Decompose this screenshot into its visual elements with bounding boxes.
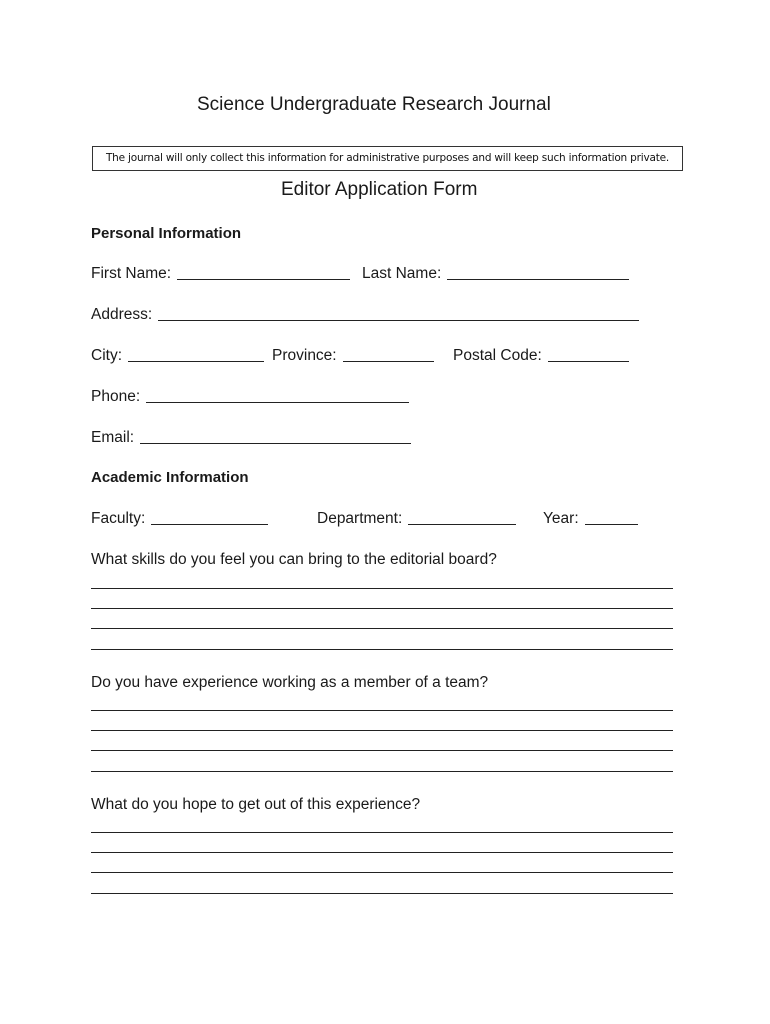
email-blank[interactable] — [140, 442, 411, 444]
postal-code-blank[interactable] — [548, 360, 629, 362]
faculty-field[interactable] — [91, 510, 268, 528]
answer-line[interactable] — [91, 608, 673, 609]
department-field[interactable] — [317, 510, 516, 528]
year-field[interactable] — [543, 510, 638, 528]
answer-line[interactable] — [91, 872, 673, 873]
answer-line[interactable] — [91, 832, 673, 833]
address-blank[interactable] — [158, 319, 639, 321]
question-hopes: What do you hope to get out of this experience? — [91, 796, 421, 813]
first-name-field[interactable] — [91, 265, 350, 283]
question-skills: What skills do you feel you can bring to the editorial board? — [91, 551, 497, 568]
city-field[interactable] — [91, 347, 264, 365]
question-teamwork: Do you have experience working as a member of a team? — [91, 674, 489, 691]
postal-code-field[interactable] — [453, 347, 629, 365]
year-blank[interactable] — [585, 523, 638, 525]
first-name-label: First Name: — [91, 265, 172, 282]
phone-label: Phone: — [91, 388, 141, 405]
province-label: Province: — [272, 347, 337, 364]
email-label: Email: — [91, 429, 135, 446]
answer-line[interactable] — [91, 730, 673, 731]
answer-line[interactable] — [91, 588, 673, 589]
faculty-label: Faculty: — [91, 510, 146, 527]
last-name-label: Last Name: — [362, 265, 442, 282]
faculty-blank[interactable] — [151, 523, 268, 525]
department-blank[interactable] — [408, 523, 516, 525]
privacy-notice-text: The journal will only collect this information for administrative purposes and will keep such information private. — [105, 152, 670, 164]
answer-line[interactable] — [91, 649, 673, 650]
answer-line[interactable] — [91, 710, 673, 711]
postal-code-label: Postal Code: — [453, 347, 542, 364]
academic-info-heading: Academic Information — [91, 469, 249, 486]
last-name-blank[interactable] — [447, 278, 629, 280]
last-name-field[interactable] — [362, 265, 629, 283]
answer-line[interactable] — [91, 628, 673, 629]
email-field[interactable] — [91, 429, 411, 447]
answer-line[interactable] — [91, 852, 673, 853]
year-label: Year: — [543, 510, 579, 527]
province-blank[interactable] — [343, 360, 434, 362]
personal-info-heading: Personal Information — [91, 225, 242, 242]
form-title: Editor Application Form — [281, 179, 478, 200]
journal-title: Science Undergraduate Research Journal — [197, 94, 551, 115]
privacy-notice-box — [92, 146, 683, 171]
answer-line[interactable] — [91, 893, 673, 894]
first-name-blank[interactable] — [177, 278, 350, 280]
province-field[interactable] — [272, 347, 434, 365]
answer-line[interactable] — [91, 771, 673, 772]
department-label: Department: — [317, 510, 403, 527]
address-label: Address: — [91, 306, 153, 323]
answer-line[interactable] — [91, 750, 673, 751]
phone-blank[interactable] — [146, 401, 409, 403]
address-field[interactable] — [91, 306, 639, 324]
city-blank[interactable] — [128, 360, 264, 362]
city-label: City: — [91, 347, 122, 364]
phone-field[interactable] — [91, 388, 409, 406]
